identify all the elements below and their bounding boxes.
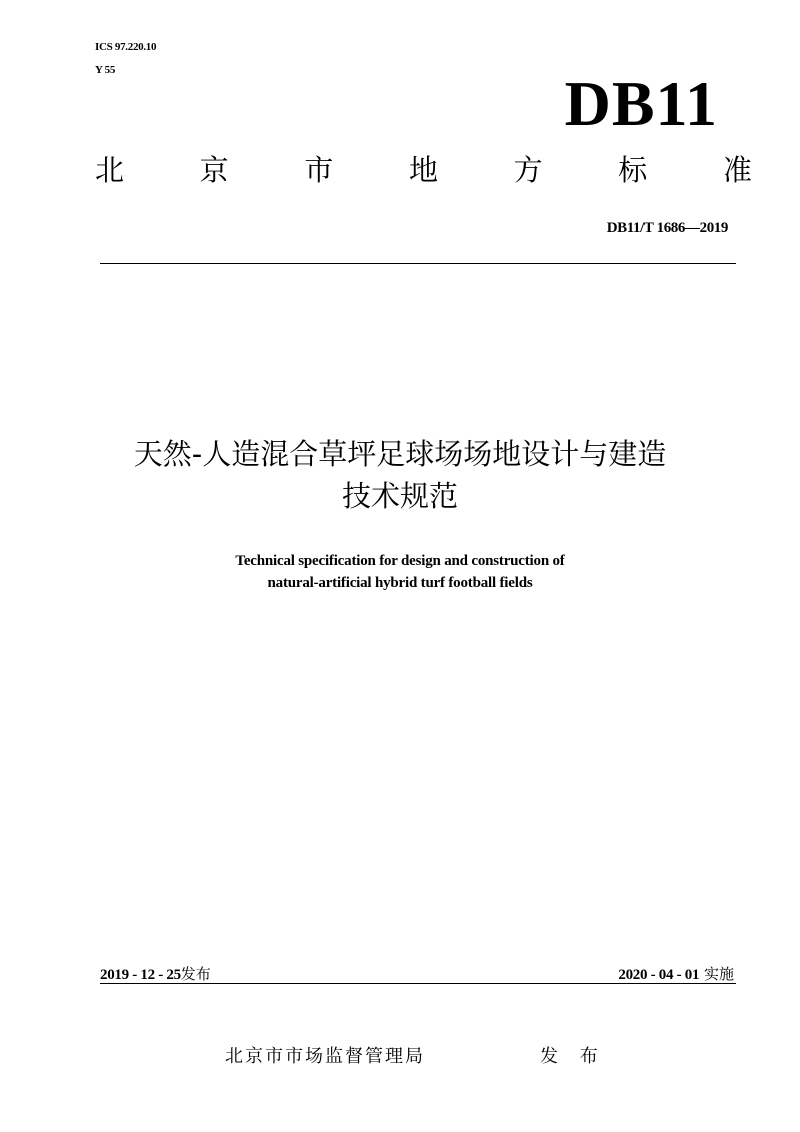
standard-type-char: 标	[618, 153, 648, 187]
implementation-date-value: 2020 - 04 - 01	[618, 967, 700, 983]
issue-date	[100, 963, 211, 984]
standard-type-char: 方	[513, 153, 543, 187]
publish-label: 发 布	[540, 1046, 606, 1067]
chinese-title-line-2: 技术规范	[341, 479, 458, 513]
standard-type	[95, 153, 752, 187]
standard-code: DB11/T 1686—2019	[606, 220, 728, 236]
standard-type-char: 准	[722, 153, 752, 187]
english-title	[40, 550, 760, 594]
top-divider	[100, 263, 736, 264]
chinese-title	[40, 433, 760, 517]
standard-type-char: 地	[408, 153, 438, 187]
standard-type-char: 北	[95, 153, 125, 187]
ccs-code: Y 55	[95, 64, 116, 76]
standard-type-char: 市	[304, 153, 334, 187]
implementation-date	[618, 963, 734, 984]
standard-type-char: 京	[199, 153, 229, 187]
db-logo: DB11	[564, 68, 718, 139]
implementation-date-label: 实施	[703, 965, 734, 983]
chinese-title-line-1: 天然-人造混合草坪足球场场地设计与建造	[133, 437, 667, 471]
bottom-divider	[100, 983, 736, 984]
issue-date-value: 2019 - 12 - 25	[100, 967, 181, 983]
english-title-line-1: Technical specification for design and construction of	[235, 553, 565, 569]
ics-code: ICS 97.220.10	[95, 41, 157, 53]
publisher-name: 北京市市场监督管理局	[225, 1046, 425, 1067]
issue-date-label: 发布	[180, 965, 211, 983]
english-title-line-2: natural-artificial hybrid turf football fields	[267, 575, 533, 591]
